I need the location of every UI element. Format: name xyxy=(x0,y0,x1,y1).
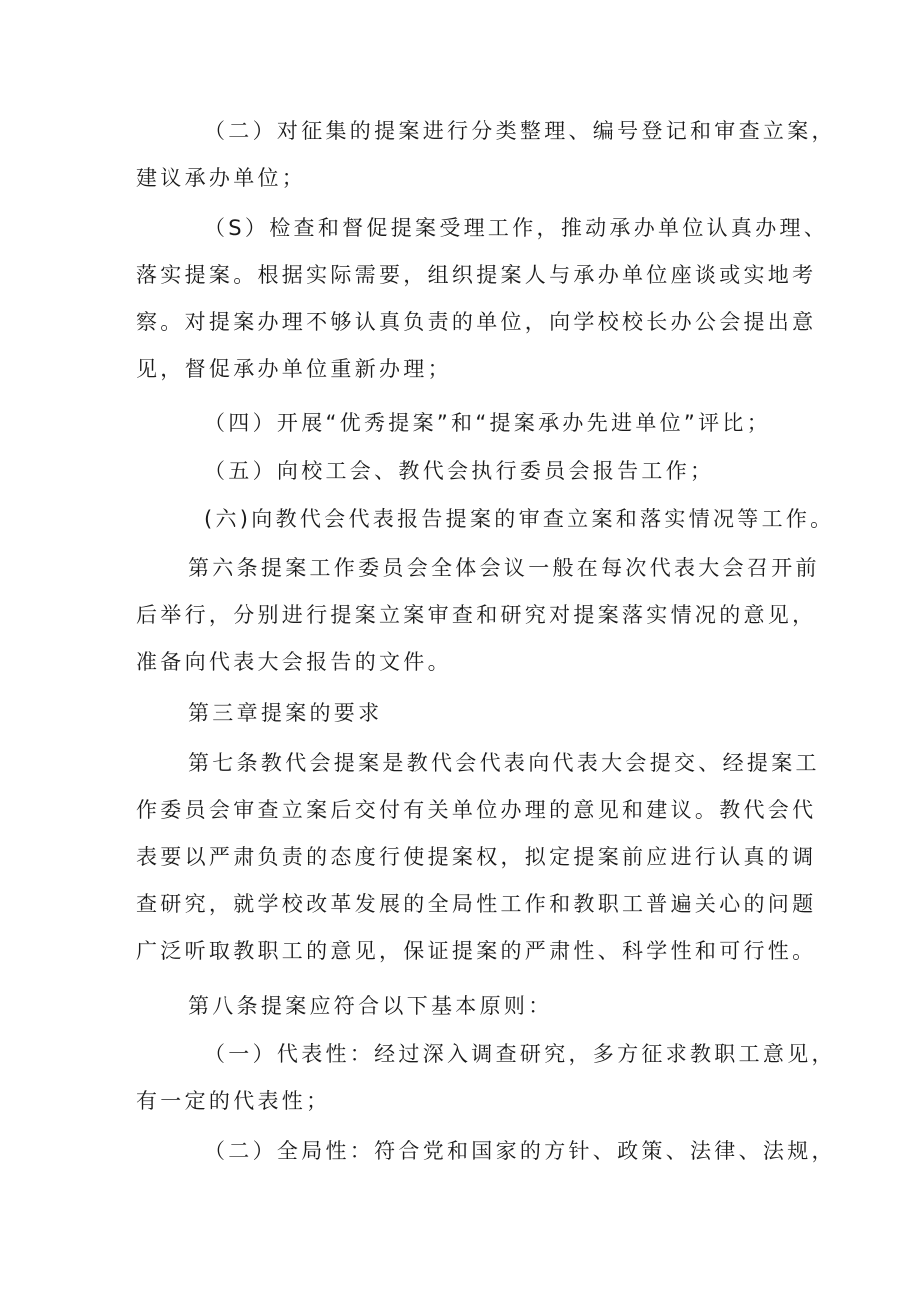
text-line: 表要以严肃负责的态度行使提案权，拟定提案前应进行认真的调 xyxy=(136,845,817,869)
text-line: 有一定的代表性； xyxy=(136,1089,331,1113)
text-line: 建议承办单位； xyxy=(136,166,307,190)
text-line: 准备向代表大会报告的文件。 xyxy=(136,650,452,674)
text-line: 第七条教代会提案是教代会代表向代表大会提交、经提案工 xyxy=(188,751,820,775)
paragraph-item-4-evaluation xyxy=(136,400,812,447)
text-line: 后举行，分别进行提案立案审查和研究对提案落实情况的意见， xyxy=(136,603,817,627)
text-line: (六)向教代会代表报告提案的审查立案和落实情况等工作。 xyxy=(204,507,835,531)
text-line: 第三章提案的要求 xyxy=(188,701,383,725)
paragraph-article-8 xyxy=(136,983,812,1030)
text-line: （二）对征集的提案进行分类整理、编号登记和审查立案， xyxy=(204,119,836,143)
paragraph-principle-1 xyxy=(136,1031,836,1125)
text-line: 落实提案。根据实际需要，组织提案人与承办单位座谈或实地考 xyxy=(136,263,817,287)
text-line: （四）开展“优秀提案”和“提案承办先进单位”评比； xyxy=(204,411,772,435)
text-line: 广泛听取教职工的意见，保证提案的严肃性、科学性和可行性。 xyxy=(136,939,817,963)
paragraph-item-2-duties xyxy=(136,108,836,202)
paragraph-item-6-report xyxy=(136,496,835,543)
paragraph-article-7 xyxy=(136,740,820,975)
text-line: （S）检查和督促提案受理工作，推动承办单位认真办理、 xyxy=(204,216,829,240)
paragraph-principle-2 xyxy=(136,1128,836,1175)
text-line: （一）代表性：经过深入调查研究，多方征求教职工意见， xyxy=(204,1042,836,1066)
text-line: （二）全局性：符合党和国家的方针、政策、法律、法规， xyxy=(204,1139,836,1163)
text-line: 查研究，就学校改革发展的全局性工作和教职工普遍关心的问题 xyxy=(136,892,817,916)
paragraph-article-6 xyxy=(136,545,820,686)
chapter-heading xyxy=(136,690,812,737)
text-line: 察。对提案办理不够认真负责的单位，向学校校长办公会提出意 xyxy=(136,310,817,334)
paragraph-item-5-report xyxy=(136,448,812,495)
text-line: 见，督促承办单位重新办理； xyxy=(136,357,452,381)
text-line: （五）向校工会、教代会执行委员会报告工作； xyxy=(204,459,715,483)
text-line: 第六条提案工作委员会全体会议一般在每次代表大会召开前 xyxy=(188,556,820,580)
text-line: 第八条提案应符合以下基本原则： xyxy=(188,994,553,1018)
paragraph-item-3-inspect xyxy=(136,205,829,393)
text-line: 作委员会审查立案后交付有关单位办理的意见和建议。教代会代 xyxy=(136,798,817,822)
